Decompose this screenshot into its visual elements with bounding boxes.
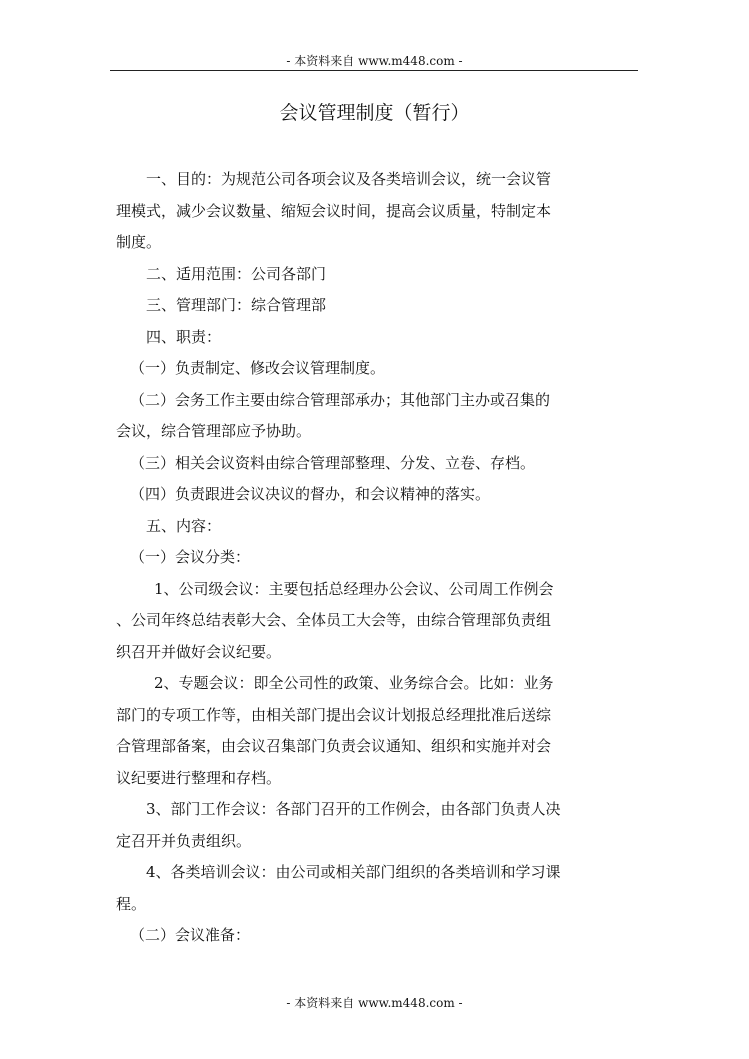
paragraph-line: 织召开并做好会议纪要。 [116, 642, 282, 661]
paragraph-line: （二）会务工作主要由综合管理部承办；其他部门主办或召集的 [130, 390, 551, 409]
paragraph-line: 4、各类培训会议：由公司或相关部门组织的各类培训和学习课 [146, 863, 561, 881]
page-header: - 本资料来自 www.m448.com - [286, 54, 463, 68]
paragraph-line: （一）会议分类： [130, 548, 251, 566]
paragraph-line: 三、管理部门：综合管理部 [146, 296, 327, 314]
paragraph-line: （一）负责制定、修改会议管理制度。 [130, 359, 386, 377]
paragraph-line: 二、适用范围：公司各部门 [146, 264, 327, 283]
paragraph-line: 一、目的：为规范公司各项会议及各类培训会议，统一会议管 [146, 170, 552, 188]
paragraph-line: 部门的专项工作等，由相关部门提出会议计划报总经理批准后送综 [116, 705, 552, 724]
header-divider [110, 70, 638, 71]
paragraph-line: 会议，综合管理部应予协助。 [116, 422, 312, 440]
document-title: 会议管理制度（暂行） [279, 102, 470, 124]
paragraph-line: （三）相关会议资料由综合管理部整理、分发、立卷、存档。 [130, 453, 536, 472]
paragraph-line: 制度。 [116, 233, 162, 251]
paragraph-line: （四）负责跟进会议决议的督办，和会议精神的落实。 [130, 485, 491, 503]
paragraph-line: 定召开并负责组织。 [116, 831, 252, 850]
document-body [116, 164, 636, 952]
paragraph-line: 五、内容： [146, 516, 222, 535]
paragraph-line: 1、公司级会议：主要包括总经理办公会议、公司周工作例会 [154, 579, 554, 598]
paragraph-line: 四、职责： [146, 327, 222, 346]
paragraph-line: 3、部门工作会议：各部门召开的工作例会，由各部门负责人决 [146, 800, 561, 818]
paragraph-line: 、公司年终总结表彰大会、全体员工大会等，由综合管理部负责组 [116, 611, 552, 629]
paragraph-line: 理模式，减少会议数量、缩短会议时间，提高会议质量，特制定本 [116, 201, 552, 220]
paragraph-line: 程。 [116, 894, 147, 913]
page-footer: - 本资料来自 www.m448.com - [286, 996, 463, 1010]
paragraph-line: （二）会议准备： [130, 926, 251, 944]
paragraph-line: 议纪要进行整理和存档。 [116, 768, 282, 787]
paragraph-line: 合管理部备案，由会议召集部门负责会议通知、组织和实施并对会 [116, 737, 552, 755]
paragraph-line: 2、专题会议：即全公司性的政策、业务综合会。比如：业务 [154, 674, 554, 692]
